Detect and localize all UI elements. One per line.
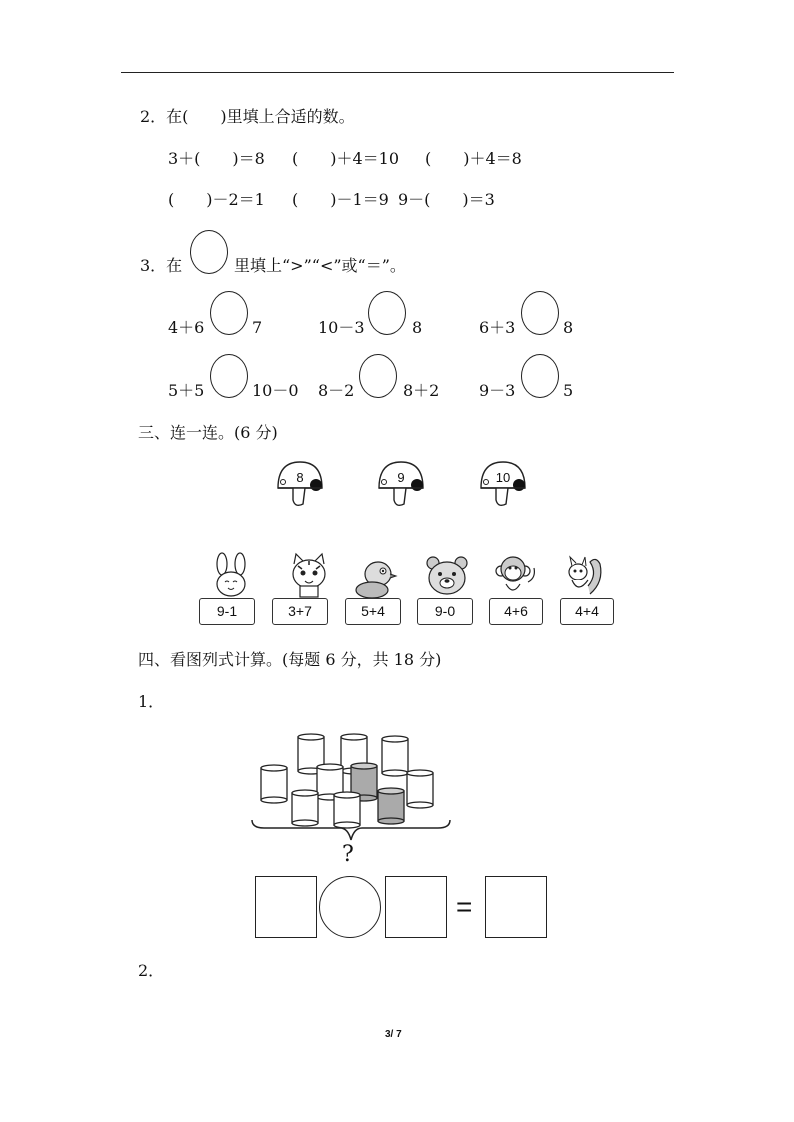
q2-item-2: ( )＋4＝10 xyxy=(292,149,400,168)
mushroom-number: 10 xyxy=(495,470,511,485)
answer-box[interactable] xyxy=(385,876,447,938)
q3-answer-circle[interactable] xyxy=(521,291,559,335)
section3-title: 三、连一连。(6 分) xyxy=(138,423,278,442)
mushroom-number: 9 xyxy=(397,470,405,485)
rabbit-icon xyxy=(208,552,254,598)
monkey-icon xyxy=(492,552,538,598)
q3-r1-right-2: 8 xyxy=(412,318,423,337)
q2-label: 2． xyxy=(138,961,165,980)
chick-icon xyxy=(352,552,398,598)
bear-icon xyxy=(424,552,470,598)
expression-box[interactable]: 4+6 xyxy=(489,598,543,625)
brace-icon xyxy=(250,818,452,842)
q2-item-4: ( )－2＝1 xyxy=(168,190,265,209)
equals-sign: = xyxy=(456,891,473,922)
q3-r2-right-3: 5 xyxy=(563,381,574,400)
q3-r1-left-2: 10－3 xyxy=(318,318,365,337)
q2-item-5: ( )－1＝9 xyxy=(292,190,389,209)
expression-box[interactable]: 9-0 xyxy=(417,598,473,625)
q2-item-3: ( )＋4＝8 xyxy=(425,149,522,168)
question-mark: ? xyxy=(342,842,354,867)
q3-r1-left-1: 4＋6 xyxy=(168,318,205,337)
mushroom-icon[interactable] xyxy=(374,458,428,518)
q3-answer-circle[interactable] xyxy=(210,291,248,335)
q3-r1-left-3: 6＋3 xyxy=(479,318,516,337)
squirrel-icon xyxy=(560,552,606,598)
tiger-icon xyxy=(286,552,332,598)
q3-r2-left-1: 5＋5 xyxy=(168,381,205,400)
q2-title: 2．在( )里填上合适的数。 xyxy=(140,107,355,126)
q3-r1-right-3: 8 xyxy=(563,318,574,337)
q3-suffix: 里填上“>”“<”或“＝”。 xyxy=(234,256,406,275)
operator-circle[interactable] xyxy=(319,876,381,938)
q2-item-6: 9－( )＝3 xyxy=(398,190,495,209)
mushroom-icon[interactable] xyxy=(273,458,327,518)
result-box[interactable] xyxy=(485,876,547,938)
q3-answer-circle[interactable] xyxy=(210,354,248,398)
q3-r2-left-3: 9－3 xyxy=(479,381,516,400)
page-number: 3/ 7 xyxy=(385,1029,402,1040)
mushroom-icon[interactable] xyxy=(476,458,530,518)
mushroom-number: 8 xyxy=(296,470,304,485)
expression-box[interactable]: 5+4 xyxy=(345,598,401,625)
q2-item-1: 3＋( )＝8 xyxy=(168,149,265,168)
q3-prefix: 3．在 xyxy=(140,256,183,275)
q1-label: 1． xyxy=(138,692,165,711)
q3-r2-right-2: 8＋2 xyxy=(403,381,440,400)
q3-answer-circle[interactable] xyxy=(521,354,559,398)
section4-title: 四、看图列式计算。(每题 6 分，共 18 分) xyxy=(138,650,442,669)
expression-box[interactable]: 9-1 xyxy=(199,598,255,625)
q3-r1-right-1: 7 xyxy=(252,318,263,337)
q3-sample-circle xyxy=(190,230,228,274)
expression-box[interactable]: 3+7 xyxy=(272,598,328,625)
answer-box[interactable] xyxy=(255,876,317,938)
q3-r2-right-1: 10－0 xyxy=(252,381,299,400)
header-rule xyxy=(121,72,674,73)
q3-r2-left-2: 8－2 xyxy=(318,381,355,400)
expression-box[interactable]: 4+4 xyxy=(560,598,614,625)
q3-answer-circle[interactable] xyxy=(359,354,397,398)
q3-answer-circle[interactable] xyxy=(368,291,406,335)
